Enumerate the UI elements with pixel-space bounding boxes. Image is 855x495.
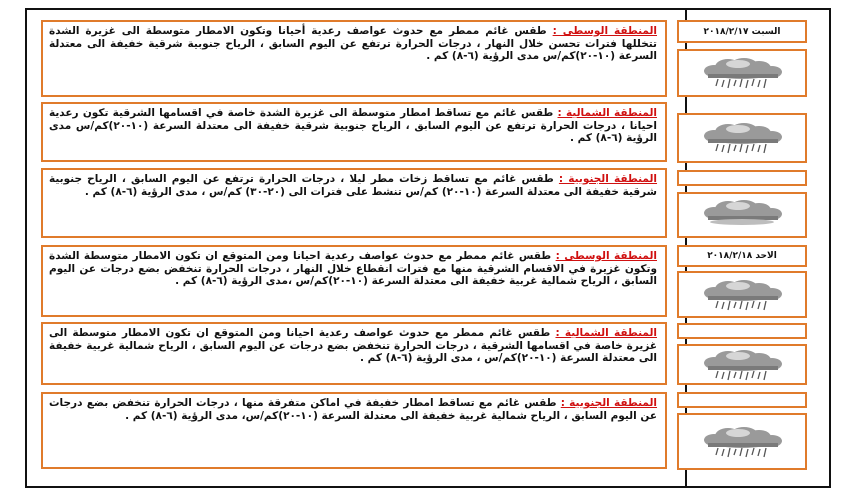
date-cell-day2 [677, 245, 807, 267]
forecast-north-day2 [41, 322, 667, 385]
weather-icon-cell [677, 271, 807, 318]
forecast-text: طقس غائم مع تساقط امطار متوسطة الى غزيرة الشدة خاصة في اقسامها الشرقية تكون رعدية احيانا ، درجات الحرارة ترتفع عن اليوم السابق ، الرياح جنوبية شرقية خفيفة الى معتدلة السرعة (١٠-٢٠)كم/س مدى الرؤية (٦-٨) كم . [49, 107, 657, 144]
rain-cloud-icon [694, 424, 790, 460]
region-label-south: المنطقة الجنوبية : [560, 397, 658, 409]
rain-cloud-icon [694, 55, 790, 91]
cloud-icon [694, 197, 790, 233]
forecast-north-day1 [41, 102, 667, 162]
forecast-central-day1 [41, 20, 667, 97]
forecast-text: طقس غائم مع تساقط زخات مطر ليلا ، درجات الحرارة ترتفع عن اليوم السابق ، الرياح جنوبية شرقية خفيفة الى معتدلة السرعة (١٠-٢٠) كم/س تنشط على فترات الى (٢٠-٣٠) كم/س ، مدى الرؤية (٦-٨) كم . [49, 173, 657, 198]
weather-icon-cell [677, 413, 807, 470]
region-label-north: المنطقة الشمالية : [557, 107, 657, 119]
date-cell-day1 [677, 20, 807, 43]
rain-cloud-icon [694, 277, 790, 313]
forecast-south-day1 [41, 168, 667, 238]
date-label: السبت ٢٠١٨/٢/١٧ [703, 26, 781, 37]
weather-icon-cell [677, 344, 807, 385]
rain-cloud-icon [694, 347, 790, 383]
region-label-central: المنطقة الوسطى : [552, 25, 657, 37]
forecast-south-day2 [41, 392, 667, 469]
date-label: الاحد ٢٠١٨/٢/١٨ [707, 251, 777, 261]
forecast-text: طقس غائم ممطر مع حدوث عواصف رعدية احيانا ومن المتوقع ان تكون الامطار متوسطة الى غزيرة خاصة في اقسامها الشرقية ، درجات الحرارة تنخفض بضع درجات عن اليوم السابق ، الرياح شمالية غربية خفيفة الى معتدلة السرعة (١٠-٢٠)كم/س ، مدى الرؤية (٦-٨) كم . [49, 327, 657, 364]
blank-cell [677, 392, 807, 408]
weather-icon-cell [677, 192, 807, 238]
blank-cell [677, 170, 807, 186]
forecast-text: طقس غائم مع تساقط امطار خفيفة في اماكن متفرقة منها ، درجات الحرارة تنخفض بضع درجات عن اليوم السابق ، الرياح شمالية غربية خفيفة الى معتدلة السرعة (١٠-٢٠)كم/س، مدى الرؤية (٦-٨) كم . [49, 397, 657, 422]
forecast-text: طقس غائم ممطر مع حدوث عواصف رعدية أحيانا وتكون الامطار متوسطة الى غزيرة الشدة تتخللها فترات تحسن خلال النهار ، درجات الحرارة ترتفع عن اليوم السابق ، الرياح جنوبية شرقية خفيفة الى معتدلة السرعة (١٠-٢٠)كم/س مدى الرؤية (٦-٨) كم . [49, 25, 657, 62]
rain-cloud-icon [694, 120, 790, 156]
region-label-south: المنطقة الجنوبية : [558, 173, 658, 185]
weather-icon-cell [677, 49, 807, 97]
blank-cell [677, 323, 807, 339]
forecast-text: طقس غائم ممطر مع حدوث عواصف رعدية احيانا ومن المتوقع ان تكون الامطار متوسطة الشدة وتكون غزيرة في الاقسام الشرقية منها مع فترات انقطاع خلال النهار ، درجات الحرارة تنخفض بضع درجات عن اليوم السابق ، الرياح شمالية غربية خفيفة الى معتدلة السرعة (١٠-٢٠)كم/س ،مدى الرؤية (٦-٨) كم . [49, 250, 657, 287]
region-label-central: المنطقة الوسطى : [555, 250, 657, 262]
weather-icon-cell [677, 113, 807, 163]
forecast-central-day2 [41, 245, 667, 317]
region-label-north: المنطقة الشمالية : [555, 327, 657, 339]
